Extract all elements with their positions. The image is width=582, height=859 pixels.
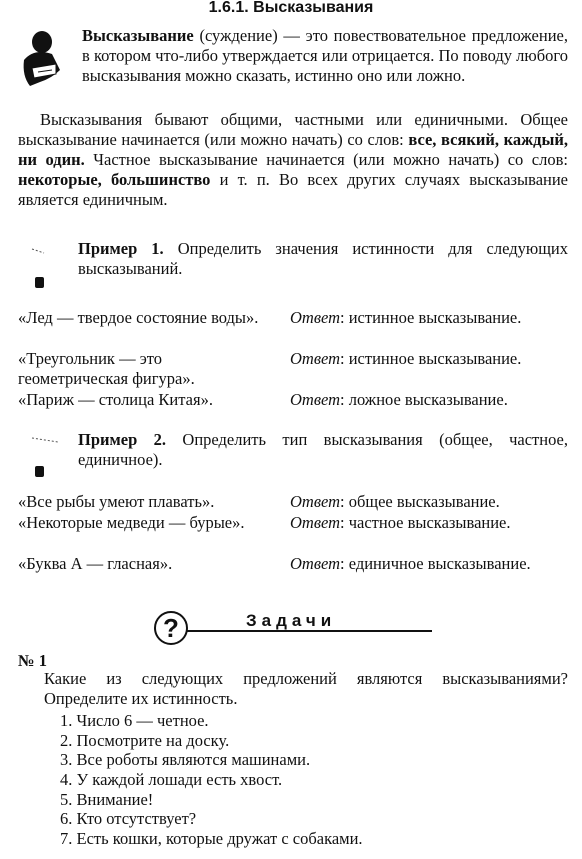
answer [290, 390, 570, 410]
task-number: № 1 [18, 651, 47, 670]
list-item: 3. Все роботы являются машинами. [60, 750, 311, 770]
example2-title [78, 430, 568, 470]
answer-text: : единичное высказывание. [340, 554, 531, 573]
answer [290, 554, 570, 574]
list-item: 6. Кто отсутствует? [60, 809, 197, 829]
definition [82, 26, 568, 86]
pencil-icon [30, 432, 66, 480]
answer-text: : истинное высказывание. [340, 308, 522, 327]
tasks-heading: Задачи [246, 611, 337, 630]
reader-icon [16, 30, 66, 90]
definition-text: (суждение) — это повествовательное предложение, в котором что-либо утверждается или отрицается. По поводу любого высказывания можно сказать, истинно оно или ложно. [82, 26, 568, 85]
types-paragraph [18, 110, 568, 210]
example1-text: Определить значения истинности для следующих высказываний. [78, 239, 568, 278]
answer-label: Ответ [290, 554, 341, 573]
types-bold-2: некоторые, большинство [18, 170, 211, 189]
example2-text: Определить тип высказывания (общее, частное, единичное). [78, 430, 568, 469]
answer-text: : общее высказывание. [340, 492, 500, 511]
list-item: 1. Число 6 — четное. [60, 711, 209, 730]
types-text-3: и т. п. Во всех других случаях высказывание является единичным. [18, 170, 569, 209]
answer-label: Ответ [290, 349, 341, 368]
task-list [60, 711, 363, 849]
definition-term: Высказывание [82, 26, 194, 45]
task-text: Какие из следующих предложений являются высказываниями? Определите их истинность. [44, 669, 568, 708]
answer-text: : истинное высказывание. [340, 349, 522, 368]
answer-label: Ответ [290, 308, 341, 327]
list-item: 4. У каждой лошади есть хвост. [60, 770, 283, 790]
answer-label: Ответ [290, 390, 341, 409]
answer [290, 492, 570, 512]
answer-label: Ответ [290, 492, 341, 511]
example1-title [78, 239, 568, 279]
tasks-heading-rule [186, 630, 432, 632]
statement: «Лед — твердое состояние воды». [18, 308, 259, 327]
section-title: 1.6.1. Высказывания [208, 0, 374, 16]
pencil-icon [30, 243, 52, 291]
question-mark-icon [152, 609, 190, 647]
statement: «Буква А — гласная». [18, 554, 173, 573]
statement: «Париж — столица Китая». [18, 390, 213, 409]
answer [290, 349, 570, 369]
answer-text: : ложное высказывание. [340, 390, 508, 409]
statement: «Все рыбы умеют плавать». [18, 492, 215, 511]
statement: «Треугольник — это геометрическая фигура». [18, 349, 195, 388]
list-item: 5. Внимание! [60, 789, 154, 809]
types-bold-1: все, всякий, каждый, ни один. [18, 130, 568, 169]
types-text-1: Высказывания бывают общими, частными или единичными. Общее высказывание начинается (или можно начать) со слов: [18, 110, 568, 149]
answer-text: : частное высказывание. [340, 513, 511, 532]
list-item: 7. Есть кошки, которые дружат с собаками. [60, 829, 363, 849]
example2-label: Пример 2. [78, 430, 167, 449]
answer-label: Ответ [290, 513, 341, 532]
types-text-2: Частное высказывание начинается (или можно начать) со слов: [84, 150, 568, 169]
statement: «Некоторые медведи — бурые». [18, 513, 245, 532]
list-item: 2. Посмотрите на доску. [60, 730, 230, 750]
answer [290, 308, 570, 328]
example1-label: Пример 1. [78, 239, 164, 258]
question-mark-glyph: ? [163, 613, 179, 643]
answer [290, 513, 570, 533]
